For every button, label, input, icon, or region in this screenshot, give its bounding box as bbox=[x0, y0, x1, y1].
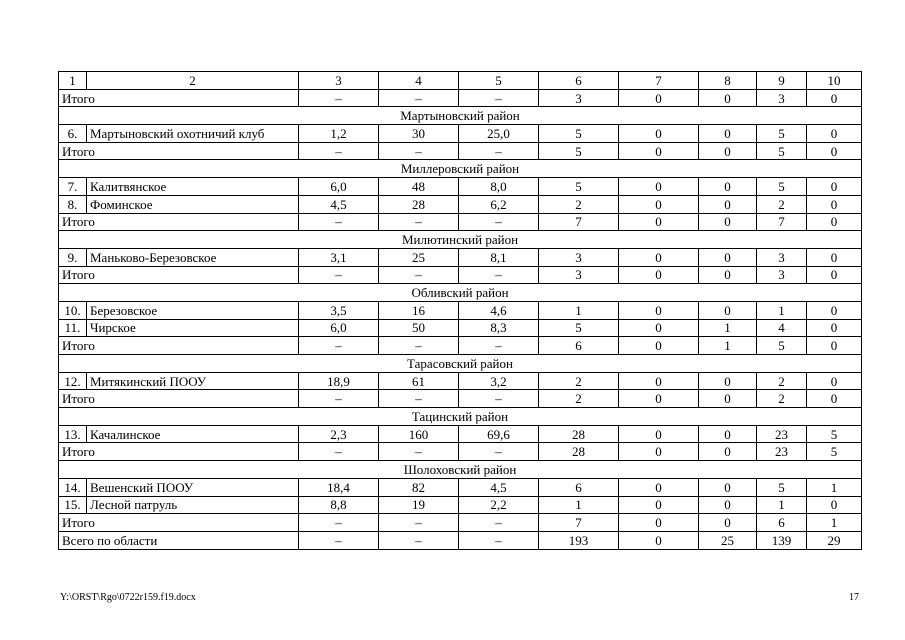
row-name: Березовское bbox=[87, 301, 299, 319]
value-cell: 4,5 bbox=[459, 478, 539, 496]
value-cell: 4 bbox=[757, 319, 807, 337]
value-cell: 3 bbox=[757, 248, 807, 266]
value-cell: 3,5 bbox=[299, 301, 379, 319]
value-cell: 8,0 bbox=[459, 178, 539, 196]
value-cell: 3,1 bbox=[299, 248, 379, 266]
value-cell: – bbox=[379, 89, 459, 107]
header-cell: 5 bbox=[459, 72, 539, 90]
value-cell: 1 bbox=[699, 319, 757, 337]
value-cell: 2 bbox=[757, 372, 807, 390]
value-cell: 2 bbox=[539, 372, 619, 390]
total-row bbox=[59, 337, 862, 355]
row-number: 8. bbox=[59, 195, 87, 213]
total-row bbox=[59, 89, 862, 107]
value-cell: – bbox=[379, 443, 459, 461]
row-name: Чирское bbox=[87, 319, 299, 337]
value-cell: 3 bbox=[757, 266, 807, 284]
value-cell: 2 bbox=[757, 195, 807, 213]
value-cell: 0 bbox=[699, 514, 757, 532]
header-cell: 9 bbox=[757, 72, 807, 90]
value-cell: 193 bbox=[539, 531, 619, 549]
value-cell: 28 bbox=[379, 195, 459, 213]
value-cell: 5 bbox=[757, 337, 807, 355]
value-cell: 0 bbox=[699, 248, 757, 266]
value-cell: 69,6 bbox=[459, 425, 539, 443]
total-label: Итого bbox=[59, 514, 299, 532]
value-cell: 0 bbox=[807, 248, 862, 266]
table-row bbox=[59, 478, 862, 496]
value-cell: 6 bbox=[539, 478, 619, 496]
row-name: Вешенский ПООУ bbox=[87, 478, 299, 496]
value-cell: 23 bbox=[757, 425, 807, 443]
value-cell: 0 bbox=[619, 266, 699, 284]
value-cell: – bbox=[459, 142, 539, 160]
value-cell: – bbox=[459, 390, 539, 408]
value-cell: – bbox=[299, 514, 379, 532]
section-title: Тарасовский район bbox=[59, 355, 862, 373]
total-label: Итого bbox=[59, 337, 299, 355]
section-title: Обливский район bbox=[59, 284, 862, 302]
value-cell: 82 bbox=[379, 478, 459, 496]
footer-page-number: 17 bbox=[849, 592, 859, 603]
value-cell: 1 bbox=[757, 301, 807, 319]
value-cell: 5 bbox=[807, 443, 862, 461]
value-cell: 1 bbox=[699, 337, 757, 355]
value-cell: 0 bbox=[807, 372, 862, 390]
section-row bbox=[59, 461, 862, 479]
table-row bbox=[59, 248, 862, 266]
value-cell: 4,5 bbox=[299, 195, 379, 213]
value-cell: 0 bbox=[619, 142, 699, 160]
value-cell: 0 bbox=[807, 89, 862, 107]
row-name: Митякинский ПООУ bbox=[87, 372, 299, 390]
value-cell: 0 bbox=[699, 478, 757, 496]
row-number: 15. bbox=[59, 496, 87, 514]
value-cell: 0 bbox=[807, 266, 862, 284]
value-cell: 8,1 bbox=[459, 248, 539, 266]
value-cell: 6,2 bbox=[459, 195, 539, 213]
table-row bbox=[59, 319, 862, 337]
row-number: 10. bbox=[59, 301, 87, 319]
value-cell: 5 bbox=[807, 425, 862, 443]
value-cell: 1 bbox=[539, 496, 619, 514]
value-cell: 0 bbox=[807, 178, 862, 196]
value-cell: 16 bbox=[379, 301, 459, 319]
value-cell: 0 bbox=[619, 425, 699, 443]
total-row bbox=[59, 514, 862, 532]
value-cell: 0 bbox=[619, 496, 699, 514]
value-cell: – bbox=[299, 142, 379, 160]
total-row bbox=[59, 266, 862, 284]
value-cell: – bbox=[459, 531, 539, 549]
value-cell: – bbox=[379, 266, 459, 284]
value-cell: 3 bbox=[539, 266, 619, 284]
row-number: 13. bbox=[59, 425, 87, 443]
value-cell: 2,3 bbox=[299, 425, 379, 443]
table-row bbox=[59, 195, 862, 213]
value-cell: 0 bbox=[699, 266, 757, 284]
value-cell: 0 bbox=[619, 89, 699, 107]
value-cell: 0 bbox=[699, 496, 757, 514]
value-cell: 2,2 bbox=[459, 496, 539, 514]
value-cell: 0 bbox=[699, 372, 757, 390]
table-row bbox=[59, 372, 862, 390]
row-number: 9. bbox=[59, 248, 87, 266]
value-cell: 0 bbox=[619, 372, 699, 390]
value-cell: 0 bbox=[619, 195, 699, 213]
table-row bbox=[59, 496, 862, 514]
value-cell: 0 bbox=[807, 390, 862, 408]
row-number: 12. bbox=[59, 372, 87, 390]
value-cell: 0 bbox=[699, 178, 757, 196]
value-cell: 29 bbox=[807, 531, 862, 549]
value-cell: 0 bbox=[807, 319, 862, 337]
value-cell: 0 bbox=[699, 213, 757, 231]
data-table bbox=[58, 71, 862, 550]
header-cell: 3 bbox=[299, 72, 379, 90]
value-cell: 5 bbox=[539, 178, 619, 196]
value-cell: 0 bbox=[619, 301, 699, 319]
section-row bbox=[59, 355, 862, 373]
value-cell: 5 bbox=[539, 319, 619, 337]
value-cell: 0 bbox=[807, 496, 862, 514]
value-cell: 0 bbox=[699, 390, 757, 408]
value-cell: 61 bbox=[379, 372, 459, 390]
value-cell: 7 bbox=[539, 514, 619, 532]
value-cell: 25 bbox=[379, 248, 459, 266]
table-row bbox=[59, 425, 862, 443]
total-row bbox=[59, 390, 862, 408]
value-cell: 0 bbox=[807, 337, 862, 355]
value-cell: – bbox=[459, 213, 539, 231]
section-row bbox=[59, 107, 862, 125]
row-number: 7. bbox=[59, 178, 87, 196]
value-cell: 8,8 bbox=[299, 496, 379, 514]
total-row bbox=[59, 531, 862, 549]
row-name: Мартыновский охотничий клуб bbox=[87, 125, 299, 143]
value-cell: 4,6 bbox=[459, 301, 539, 319]
value-cell: 25 bbox=[699, 531, 757, 549]
total-label: Итого bbox=[59, 89, 299, 107]
value-cell: 18,4 bbox=[299, 478, 379, 496]
section-title: Милютинский район bbox=[59, 231, 862, 249]
row-number: 11. bbox=[59, 319, 87, 337]
value-cell: – bbox=[299, 213, 379, 231]
value-cell: 0 bbox=[619, 443, 699, 461]
value-cell: 3 bbox=[757, 89, 807, 107]
value-cell: 0 bbox=[807, 142, 862, 160]
value-cell: 28 bbox=[539, 443, 619, 461]
value-cell: 0 bbox=[699, 425, 757, 443]
value-cell: 0 bbox=[807, 213, 862, 231]
value-cell: 6,0 bbox=[299, 319, 379, 337]
header-cell: 1 bbox=[59, 72, 87, 90]
total-label: Всего по области bbox=[59, 531, 299, 549]
value-cell: 1,2 bbox=[299, 125, 379, 143]
value-cell: 0 bbox=[619, 213, 699, 231]
value-cell: 0 bbox=[807, 125, 862, 143]
value-cell: 5 bbox=[539, 125, 619, 143]
header-cell: 10 bbox=[807, 72, 862, 90]
header-row bbox=[59, 72, 862, 90]
table-body bbox=[59, 72, 862, 550]
value-cell: – bbox=[459, 443, 539, 461]
value-cell: – bbox=[299, 89, 379, 107]
value-cell: – bbox=[459, 266, 539, 284]
total-label: Итого bbox=[59, 443, 299, 461]
row-name: Калитвянское bbox=[87, 178, 299, 196]
value-cell: – bbox=[299, 531, 379, 549]
value-cell: – bbox=[379, 514, 459, 532]
value-cell: – bbox=[299, 443, 379, 461]
value-cell: 5 bbox=[757, 125, 807, 143]
value-cell: 5 bbox=[539, 142, 619, 160]
value-cell: – bbox=[379, 390, 459, 408]
row-name: Качалинское bbox=[87, 425, 299, 443]
value-cell: 2 bbox=[757, 390, 807, 408]
value-cell: – bbox=[299, 390, 379, 408]
value-cell: 0 bbox=[699, 142, 757, 160]
total-row bbox=[59, 213, 862, 231]
value-cell: 50 bbox=[379, 319, 459, 337]
value-cell: 0 bbox=[619, 514, 699, 532]
header-cell: 4 bbox=[379, 72, 459, 90]
section-row bbox=[59, 231, 862, 249]
table-row bbox=[59, 125, 862, 143]
value-cell: 0 bbox=[807, 195, 862, 213]
value-cell: 5 bbox=[757, 478, 807, 496]
row-name: Маньково-Березовское bbox=[87, 248, 299, 266]
value-cell: 7 bbox=[757, 213, 807, 231]
row-number: 6. bbox=[59, 125, 87, 143]
table-row bbox=[59, 178, 862, 196]
value-cell: – bbox=[459, 89, 539, 107]
value-cell: 6 bbox=[539, 337, 619, 355]
section-title: Мартыновский район bbox=[59, 107, 862, 125]
value-cell: 30 bbox=[379, 125, 459, 143]
value-cell: 5 bbox=[757, 142, 807, 160]
value-cell: 0 bbox=[619, 178, 699, 196]
total-label: Итого bbox=[59, 142, 299, 160]
header-cell: 6 bbox=[539, 72, 619, 90]
value-cell: 23 bbox=[757, 443, 807, 461]
value-cell: 19 bbox=[379, 496, 459, 514]
value-cell: 0 bbox=[619, 248, 699, 266]
row-name: Лесной патруль bbox=[87, 496, 299, 514]
total-label: Итого bbox=[59, 213, 299, 231]
section-title: Тацинский район bbox=[59, 408, 862, 426]
value-cell: – bbox=[379, 337, 459, 355]
value-cell: 0 bbox=[699, 89, 757, 107]
value-cell: – bbox=[459, 514, 539, 532]
value-cell: 0 bbox=[619, 390, 699, 408]
value-cell: – bbox=[379, 213, 459, 231]
header-cell: 7 bbox=[619, 72, 699, 90]
value-cell: 0 bbox=[699, 125, 757, 143]
value-cell: 0 bbox=[699, 301, 757, 319]
total-row bbox=[59, 443, 862, 461]
section-row bbox=[59, 284, 862, 302]
value-cell: 1 bbox=[807, 514, 862, 532]
section-title: Шолоховский район bbox=[59, 461, 862, 479]
value-cell: 0 bbox=[619, 478, 699, 496]
value-cell: 25,0 bbox=[459, 125, 539, 143]
value-cell: 0 bbox=[619, 531, 699, 549]
value-cell: 139 bbox=[757, 531, 807, 549]
value-cell: 6 bbox=[757, 514, 807, 532]
value-cell: 0 bbox=[699, 195, 757, 213]
value-cell: 1 bbox=[539, 301, 619, 319]
value-cell: – bbox=[299, 337, 379, 355]
value-cell: 2 bbox=[539, 195, 619, 213]
row-number: 14. bbox=[59, 478, 87, 496]
value-cell: 8,3 bbox=[459, 319, 539, 337]
header-cell: 8 bbox=[699, 72, 757, 90]
value-cell: 0 bbox=[699, 443, 757, 461]
value-cell: 3 bbox=[539, 248, 619, 266]
value-cell: 0 bbox=[619, 337, 699, 355]
value-cell: 28 bbox=[539, 425, 619, 443]
value-cell: 48 bbox=[379, 178, 459, 196]
total-label: Итого bbox=[59, 390, 299, 408]
table-row bbox=[59, 301, 862, 319]
value-cell: 6,0 bbox=[299, 178, 379, 196]
value-cell: 7 bbox=[539, 213, 619, 231]
value-cell: 3 bbox=[539, 89, 619, 107]
value-cell: 5 bbox=[757, 178, 807, 196]
row-name: Фоминское bbox=[87, 195, 299, 213]
value-cell: 0 bbox=[619, 125, 699, 143]
value-cell: – bbox=[459, 337, 539, 355]
section-row bbox=[59, 160, 862, 178]
value-cell: – bbox=[379, 531, 459, 549]
value-cell: – bbox=[299, 266, 379, 284]
footer-file-path: Y:\ORST\Rgo\0722r159.f19.docx bbox=[60, 592, 196, 603]
value-cell: 160 bbox=[379, 425, 459, 443]
total-row bbox=[59, 142, 862, 160]
value-cell: 0 bbox=[619, 319, 699, 337]
section-title: Миллеровский район bbox=[59, 160, 862, 178]
value-cell: 3,2 bbox=[459, 372, 539, 390]
header-cell: 2 bbox=[87, 72, 299, 90]
value-cell: 1 bbox=[757, 496, 807, 514]
value-cell: – bbox=[379, 142, 459, 160]
value-cell: 1 bbox=[807, 478, 862, 496]
section-row bbox=[59, 408, 862, 426]
total-label: Итого bbox=[59, 266, 299, 284]
value-cell: 2 bbox=[539, 390, 619, 408]
value-cell: 0 bbox=[807, 301, 862, 319]
value-cell: 18,9 bbox=[299, 372, 379, 390]
